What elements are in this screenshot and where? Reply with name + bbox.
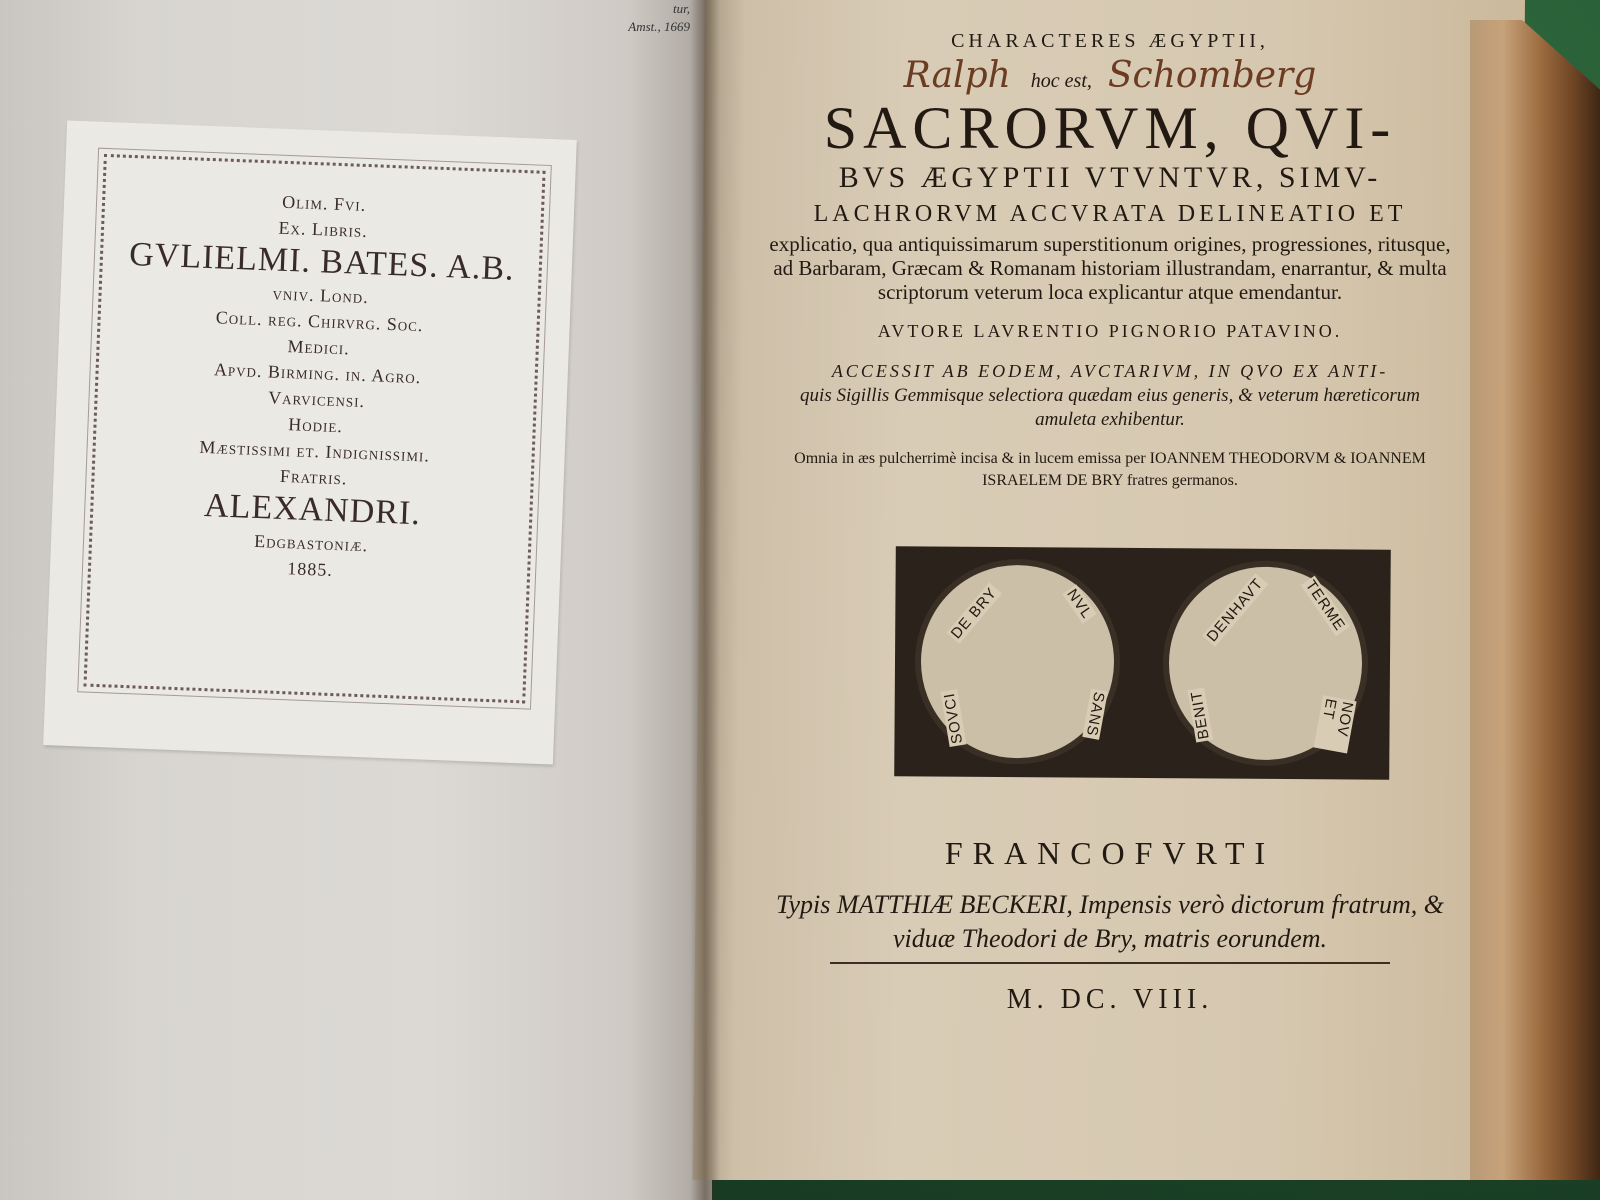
handwritten-name-right: Schomberg: [1107, 55, 1317, 96]
device-text: NOV ET: [1314, 695, 1357, 753]
plate-brother-name: ALEXANDRI.: [203, 486, 422, 533]
bookplate-text: [90, 182, 545, 591]
device-medallion-right: [1162, 560, 1368, 766]
device-text: TERME: [1301, 577, 1349, 635]
device-text: DE BRY: [947, 584, 1001, 643]
device-text: DENHAVT: [1203, 575, 1267, 646]
plate-line: Varvicensi.: [267, 387, 366, 412]
plate-line: Fratris.: [279, 465, 348, 489]
imprint-date: M. DC. VIII.: [1006, 984, 1214, 1015]
imprint-city: FRANCOFVRTI: [944, 835, 1276, 871]
hoc-est: hoc est,: [1030, 70, 1092, 92]
accessit-caps: ACCESSIT AB EODEM, AVCTARIVM, IN QVO EX ANTI-: [831, 361, 1389, 381]
plate-line: Coll. reg. Chirvrg. Soc.: [215, 307, 424, 336]
plate-line: Olim. Fvi.: [281, 191, 367, 215]
plate-line: Apvd. Birming. in. Agro.: [213, 359, 422, 388]
accessit-italic: quis Sigillis Gemmisque selectiora quædam eius generis, & veterum hæreticorum amuleta exhibentur.: [800, 385, 1420, 430]
plate-line: Medici.: [287, 336, 351, 359]
page-edges: [1470, 20, 1600, 1180]
plate-line: Edgbastoniæ.: [253, 530, 369, 556]
device-text: SANS: [1082, 690, 1108, 738]
title-line-3: BVS ÆGYPTII VTVNTVR, SIMV-: [838, 161, 1382, 194]
imprint-publisher: Typis MATTHIÆ BECKERI, Impensis verò dictorum fratrum, & viduæ Theodori de Bry, matris eorundem.: [775, 890, 1445, 953]
title-line-2: SACRORVM, QVI-: [823, 95, 1397, 161]
author-line: AVTORE LAVRENTIO PIGNORIO PATAVINO.: [877, 321, 1343, 341]
device-text: NVL: [1063, 585, 1096, 623]
book-gutter: [690, 0, 720, 1200]
corner-line-1: tur,: [673, 1, 690, 16]
title-line-1: CHARACTERES ÆGYPTII,: [951, 30, 1269, 52]
title-page-text: [745, 30, 1475, 492]
plate-line: Hodie.: [288, 414, 344, 437]
omnia-line: Omnia in æs pulcherrimè incisa & in lucem emissa per IOANNEM THEODORVM & IOANNEM ISRAELEM DE BRY fratres germanos.: [794, 450, 1426, 489]
plate-line: Mæstissimi et. Indignissimi.: [199, 436, 431, 466]
corner-line-2: Amst., 1669: [628, 19, 690, 34]
plate-year: 1885.: [287, 558, 334, 580]
plate-line: Ex. Libris.: [278, 217, 369, 242]
imprint: [745, 835, 1475, 1016]
plate-owner-name: GVLIELMI. BATES. A.B.: [128, 235, 516, 288]
left-page: [0, 0, 712, 1200]
device-medallion-left: [914, 558, 1120, 764]
title-line-4: LACHRORVM ACCVRATA DELINEATIO ET: [813, 201, 1407, 227]
handwritten-name-left: Ralph: [903, 55, 1011, 96]
title-body: explicatio, qua antiquissimarum superstitionum origines, progressiones, ritusque, ad Barbaram, Græcam & Romanam historiam illustrandam, enarrantur, & multa scriptorum veterum loca explicantur atque emendantur.: [769, 232, 1451, 304]
imprint-rule: [830, 962, 1390, 964]
corner-note: [520, 0, 690, 36]
bookplate: [43, 120, 577, 764]
device-text: BENIT: [1187, 689, 1213, 741]
plate-line: vniv. Lond.: [272, 283, 370, 308]
printers-device-engraving: [894, 546, 1391, 779]
device-text: SOVCI: [940, 691, 967, 746]
